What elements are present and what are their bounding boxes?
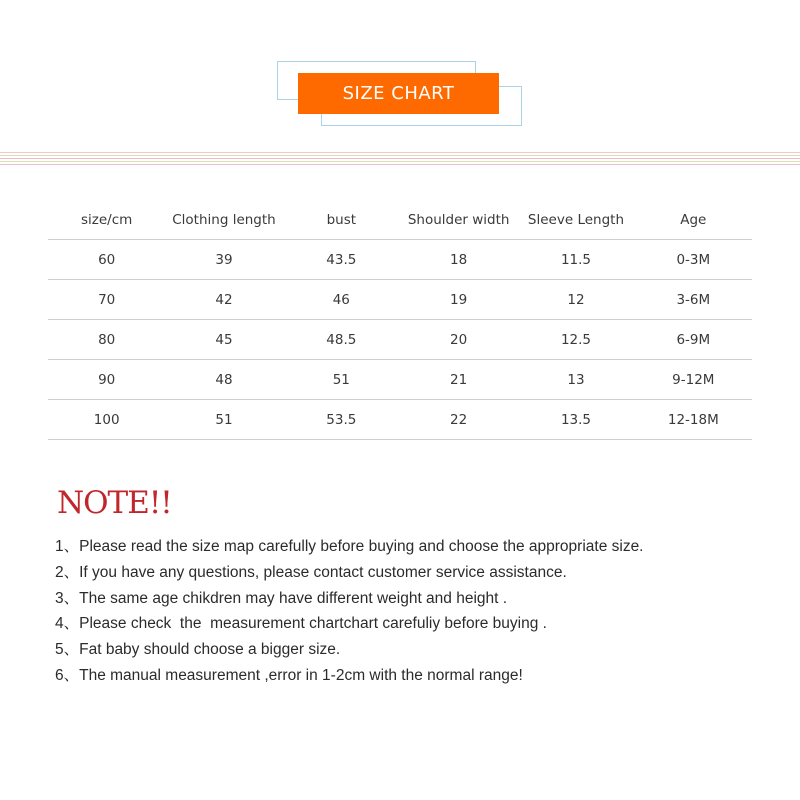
table-row	[48, 280, 752, 320]
cell-bust: 43.5	[283, 240, 400, 280]
note-item: 4、Please check the measurement chartchart carefuliy before buying .	[55, 615, 547, 633]
stripe-line	[0, 164, 800, 165]
cell-clothing-length: 51	[165, 400, 282, 440]
table-row	[48, 400, 752, 440]
cell-shoulder-width: 18	[400, 240, 517, 280]
cell-shoulder-width: 22	[400, 400, 517, 440]
table-body	[48, 240, 752, 440]
cell-size: 60	[48, 240, 165, 280]
note-list	[55, 537, 644, 692]
cell-clothing-length: 48	[165, 360, 282, 400]
header-clothing-length: Clothing length	[165, 201, 282, 240]
table-header	[48, 201, 752, 240]
header-row	[48, 201, 752, 240]
table-row	[48, 320, 752, 360]
cell-sleeve-length: 12.5	[517, 320, 634, 360]
cell-bust: 46	[283, 280, 400, 320]
size-table	[48, 201, 752, 440]
note-item: 1、Please read the size map carefully before buying and choose the appropriate size.	[55, 538, 644, 555]
header-age: Age	[635, 201, 752, 240]
cell-sleeve-length: 12	[517, 280, 634, 320]
cell-sleeve-length: 11.5	[517, 240, 634, 280]
cell-sleeve-length: 13	[517, 360, 634, 400]
cell-sleeve-length: 13.5	[517, 400, 634, 440]
table-row	[48, 240, 752, 280]
cell-shoulder-width: 21	[400, 360, 517, 400]
header-size: size/cm	[48, 201, 165, 240]
note-item: 5、Fat baby should choose a bigger size.	[55, 641, 341, 659]
cell-size: 90	[48, 360, 165, 400]
cell-age: 3-6M	[635, 280, 752, 320]
note-item: 3、The same age chikdren may have different weight and height .	[55, 589, 508, 607]
stripe-line	[0, 161, 800, 162]
cell-shoulder-width: 19	[400, 280, 517, 320]
decorative-stripes	[0, 152, 800, 166]
table-row	[48, 360, 752, 400]
note-title: NOTE!!	[57, 485, 172, 521]
cell-shoulder-width: 20	[400, 320, 517, 360]
header-shoulder-width: Shoulder width	[400, 201, 517, 240]
note-item: 6、The manual measurement ,error in 1-2cm with the normal range!	[55, 666, 523, 684]
cell-size: 100	[48, 400, 165, 440]
header-sleeve-length: Sleeve Length	[517, 201, 634, 240]
cell-age: 6-9M	[635, 320, 752, 360]
cell-clothing-length: 42	[165, 280, 282, 320]
cell-bust: 48.5	[283, 320, 400, 360]
cell-size: 80	[48, 320, 165, 360]
page-title: SIZE CHART	[342, 83, 455, 104]
size-chart-banner	[298, 73, 499, 114]
cell-size: 70	[48, 280, 165, 320]
header-bust: bust	[283, 201, 400, 240]
cell-clothing-length: 45	[165, 320, 282, 360]
stripe-line	[0, 152, 800, 153]
note-item: 2、If you have any questions, please contact customer service assistance.	[55, 563, 567, 581]
cell-bust: 53.5	[283, 400, 400, 440]
cell-clothing-length: 39	[165, 240, 282, 280]
cell-bust: 51	[283, 360, 400, 400]
stripe-line	[0, 155, 800, 156]
stripe-line	[0, 158, 800, 159]
cell-age: 12-18M	[635, 400, 752, 440]
cell-age: 9-12M	[635, 360, 752, 400]
cell-age: 0-3M	[635, 240, 752, 280]
